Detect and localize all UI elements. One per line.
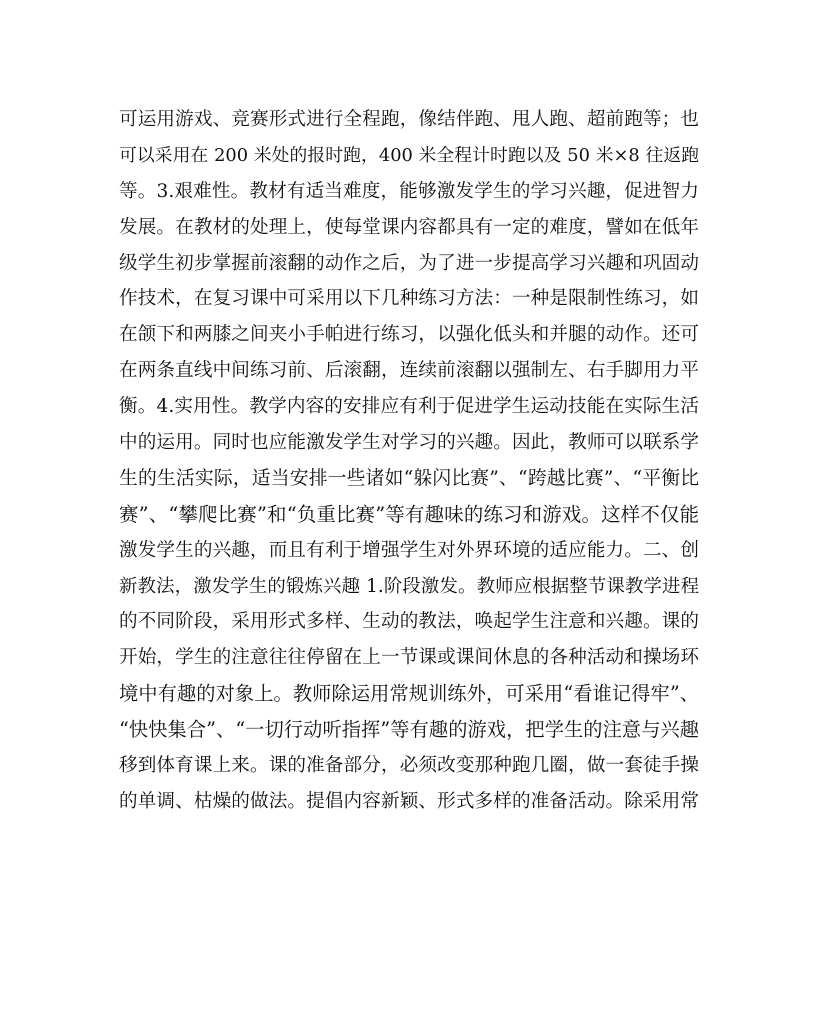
text-line-6: 作技术，在复习课中可采用以下几种练习方法：一种是限制性练习，如	[119, 288, 699, 310]
text-line-14: 新教法，激发学生的锻炼兴趣 1.阶段激发。教师应根据整节课教学进程	[119, 575, 699, 597]
text-line-17: 境中有趣的对象上。教师除运用常规训练外，可采用“看谁记得牢”、	[119, 682, 699, 706]
text-line-12: 赛”、“攀爬比赛”和“负重比赛”等有趣味的练习和游戏。这样不仅能	[119, 502, 699, 526]
text-line-16: 开始，学生的注意往往停留在上一节课或课间休息的各种活动和操场环	[119, 647, 699, 669]
text-line-3: 等。3.艰难性。教材有适当难度，能够激发学生的学习兴趣，促进智力	[119, 180, 699, 202]
text-line-5: 级学生初步掌握前滚翻的动作之后，为了进一步提高学习兴趣和巩固动	[119, 252, 699, 274]
body-text	[119, 102, 699, 820]
text-line-10: 中的运用。同时也应能激发学生对学习的兴趣。因此，教师可以联系学	[119, 432, 699, 454]
text-line-9: 衡。4.实用性。教学内容的安排应有利于促进学生运动技能在实际生活	[119, 396, 699, 418]
text-line-1: 可运用游戏、竞赛形式进行全程跑，像结伴跑、甩人跑、超前跑等；也	[119, 109, 699, 130]
text-line-8: 在两条直线中间练习前、后滚翻，连续前滚翻以强制左、右手脚用力平	[119, 360, 699, 382]
text-line-13: 激发学生的兴趣，而且有利于增强学生对外界环境的适应能力。二、创	[119, 539, 699, 561]
text-line-4: 发展。在教材的处理上，使每堂课内容都具有一定的难度，譬如在低年	[119, 216, 699, 238]
text-line-7: 在颌下和两膝之间夹小手帕进行练习，以强化低头和并腿的动作。还可	[119, 324, 699, 346]
text-line-15: 的不同阶段，采用形式多样、生动的教法，唤起学生注意和兴趣。课的	[119, 611, 699, 633]
text-line-20: 的单调、枯燥的做法。提倡内容新颖、形式多样的准备活动。除采用常	[119, 790, 699, 812]
text-line-11: 生的生活实际，适当安排一些诸如“躲闪比赛”、“跨越比赛”、“平衡比	[119, 467, 699, 489]
text-line-2: 可以采用在 200 米处的报时跑，400 米全程计时跑以及 50 米×8 往返跑	[119, 144, 699, 166]
text-line-19: 移到体育课上来。课的准备部分，必须改变那种跑几圈，做一套徒手操	[119, 755, 699, 777]
text-line-18: “快快集合”、“一切行动听指挥”等有趣的游戏，把学生的注意与兴趣	[119, 718, 699, 742]
